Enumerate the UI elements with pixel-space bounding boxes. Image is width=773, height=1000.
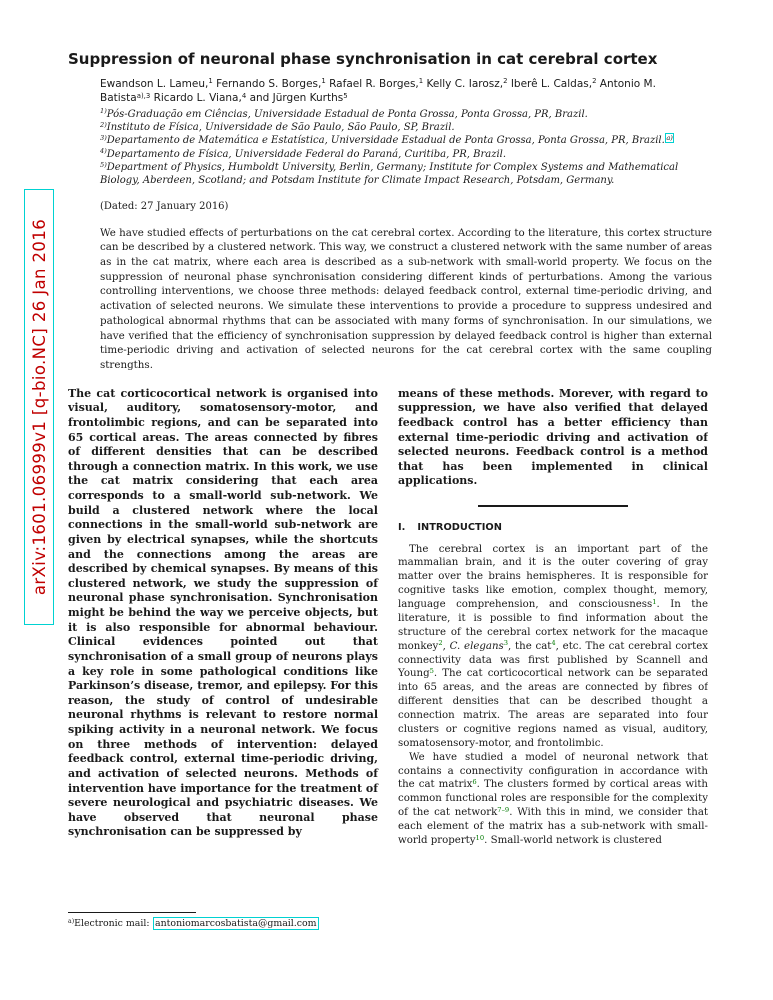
footnote-marker-link[interactable]: a): [666, 134, 673, 143]
text-run: Ewandson L. Lameu,: [100, 77, 209, 90]
text-run: Kelly C. Iarosz,: [423, 77, 504, 90]
footnote-block: [68, 912, 380, 929]
paper-title: Suppression of neuronal phase synchronisation in cat cerebral cortex: [68, 50, 658, 68]
citation-link[interactable]: 10: [475, 833, 485, 842]
text-run: , etc. The cat cerebral cortex connectivity data was first published by Scannell and Young: [398, 640, 708, 680]
superscript-marker: 3): [100, 134, 107, 143]
text-run: , the cat: [508, 640, 552, 652]
text-run: Iberê L. Caldas,: [507, 77, 593, 90]
text-run: Rafael R. Borges,: [325, 77, 419, 90]
two-column-body: [68, 387, 708, 887]
superscript-marker: 5: [343, 91, 348, 100]
text-run: Antonio M. Batista: [100, 77, 656, 105]
authors-line: [100, 77, 706, 106]
superscript-marker: 1: [321, 77, 326, 86]
abstract: We have studied effects of perturbations on the cat cerebral cortex. According to the literature, this cortex structure can be described by a clustered network. This way, we construct a clustered network with the same number of areas as in the cat matrix, where each area is described as a sub-network with small-world property. We focus on the suppression of neuronal phase synchronisation considering different kinds of perturbations. Among the various controlling interventions, we choose three methods: delayed feedback control, external time-periodic driving, and activation of selected neurons. We simulate these interventions to provide a procedure to suppress undesired and pathological abnormal rhythms that can be associated with many forms of synchronisation. In our simulations, we have verified that the efficiency of synchronisation suppression by delayed feedback control is higher than external time-periodic driving and activation of selected neurons for the cat cerebral cortex with the same coupling strengths.: [100, 226, 712, 371]
arxiv-id-link[interactable]: arXiv:1601.06999v1 [q-bio.NC] 26 Jan 2016: [29, 218, 49, 596]
superscript-marker: 5): [100, 160, 107, 169]
text-run: Department of Physics, Humboldt University, Berlin, Germany; Institute for Complex Systems and Mathematical Biology, Aberdeen, Scotland; and Potsdam Institute for Climate Impact Research, Potsdam, Germany.: [100, 161, 679, 187]
superscript-marker: a): [68, 917, 75, 925]
superscript-marker: 2: [592, 77, 597, 86]
section-separator-rule: [478, 505, 628, 507]
citation-link[interactable]: 4: [551, 639, 556, 648]
superscript-marker: 2: [503, 77, 508, 86]
frontmatter: [68, 77, 712, 373]
text-run: Departamento de Matemática e Estatística, Universidade Estadual de Ponta Grossa, Ponta Grossa, PR, Brazil.: [106, 135, 665, 147]
left-column: [68, 387, 378, 887]
arxiv-watermark: [24, 189, 54, 625]
citation-link[interactable]: 7–9: [497, 805, 510, 814]
lead-paragraph-right: means of these methods. Morever, with regard to suppression, we have also verified that delayed feedback control has a better efficiency than external time-periodic driving and activation of selected neurons. Feedback control is a method that has been implemented in clinical applications.: [398, 386, 708, 488]
date-line: (Dated: 27 January 2016): [100, 200, 229, 212]
affiliation-5: [100, 161, 692, 188]
superscript-marker: 1): [100, 107, 107, 116]
paper-content: [68, 50, 712, 887]
email-link[interactable]: antoniomarcosbatista@gmail.com: [153, 917, 320, 930]
citation-link[interactable]: 2: [438, 639, 443, 648]
text-run: and Jürgen Kurths: [246, 92, 344, 105]
section-title: INTRODUCTION: [417, 521, 502, 533]
superscript-marker: a),3: [136, 91, 151, 100]
text-run: . In the literature, it is possible to find information about the structure of the cerebral cortex network for the macaque monkey: [398, 599, 708, 652]
italic-text: C. elegans: [449, 640, 504, 652]
text-run: The cerebral cortex is an important part of the mammalian brain, and it is the outer covering of gray matter over the brains hemispheres. It is responsible for cognitive tasks like emotion, complex thought, memory, language comprehension, and consciousness: [398, 543, 708, 611]
affiliation-1: [100, 108, 692, 121]
text-run: Electronic mail:: [74, 918, 153, 929]
footnote-rule: [68, 912, 196, 913]
superscript-marker: 1: [418, 77, 424, 86]
superscript-marker: 1: [208, 77, 213, 86]
right-column: [398, 387, 708, 887]
superscript-marker: 4): [100, 147, 107, 156]
superscript-marker: 4: [241, 91, 247, 100]
citation-link[interactable]: 5: [429, 667, 434, 676]
intro-paragraph-1: [398, 543, 708, 751]
text-run: Departamento de Física, Universidade Federal do Paraná, Curitiba, PR, Brazil.: [106, 148, 507, 160]
text-run: Fernando S. Borges,: [212, 77, 322, 90]
citation-link[interactable]: 3: [503, 639, 509, 648]
intro-paragraph-2: [398, 751, 708, 848]
lead-paragraph-left: The cat corticocortical network is organised into visual, auditory, somatosensory-motor, and frontolimbic regions, and can be separated into 65 cortical areas. The areas connected by fibres of different densities that can be described through a connection matrix. In this work, we use the cat matrix considering that each area corresponds to a small-world sub-network. We build a clustered network where the local connections in the small-world sub-network are given by electrical synapses, while the shortcuts and the connections among the areas are described by chemical synapses. By means of this clustered network, we study the suppression of neuronal phase synchronisation. Synchronisation might be behind the way we perceive objects, but it is also responsible for abnormal behaviour. Clinical evidences pointed out that synchronisation of a small group of neurons plays a key role in some pathological conditions like Parkinson’s disease, tremor, and epilepsy. For this reason, the study of control of undesirable neuronal rhythms is relevant to restore normal spiking activity in a neuronal network. We focus on three methods of intervention: delayed feedback control, external time-periodic driving, and activation of selected neurons. Methods of intervention have importance for the treatment of severe neurological and psychiatric diseases. We have observed that neuronal phase synchronisation can be suppressed by: [68, 386, 378, 839]
citation-link[interactable]: 6: [472, 778, 477, 787]
affiliation-4: [100, 148, 692, 161]
text-run: Ricardo L. Viana,: [150, 92, 242, 105]
text-run: . The cat corticocortical network can be separated into 65 areas, and the areas are connected by fibres of different densities that can be described thought a connection matrix. The areas are separated into four clusters or cognitive regions named as visual, auditory, somatosensory-motor, and frontolimbic.: [398, 668, 708, 749]
citation-link[interactable]: 1: [652, 597, 657, 606]
text-run: Pós-Graduação em Ciências, Universidade Estadual de Ponta Grossa, Ponta Grossa, PR, Brazil.: [106, 108, 588, 120]
section-heading-introduction: [398, 522, 708, 533]
affiliation-3: [100, 134, 692, 147]
text-run: We have studied a model of neuronal network that contains a connectivity configuration in accordance with the cat matrix: [398, 751, 708, 791]
section-number: I.: [398, 521, 406, 533]
footnote-email-line: [68, 918, 380, 929]
text-run: . With this in mind, we consider that each element of the matrix has a sub-network with small-world property: [398, 807, 708, 846]
text-run: . The clusters formed by cortical areas with common functional roles are responsible for the complexity of the cat network: [398, 779, 708, 819]
affiliation-2: [100, 121, 692, 134]
superscript-marker: 2): [100, 120, 107, 129]
affiliations-block: [100, 108, 708, 188]
text-run: Instituto de Física, Universidade de São Paulo, São Paulo, SP, Brazil.: [106, 122, 455, 134]
text-run: ,: [442, 640, 450, 652]
text-run: . Small-world network is clustered: [484, 834, 662, 846]
